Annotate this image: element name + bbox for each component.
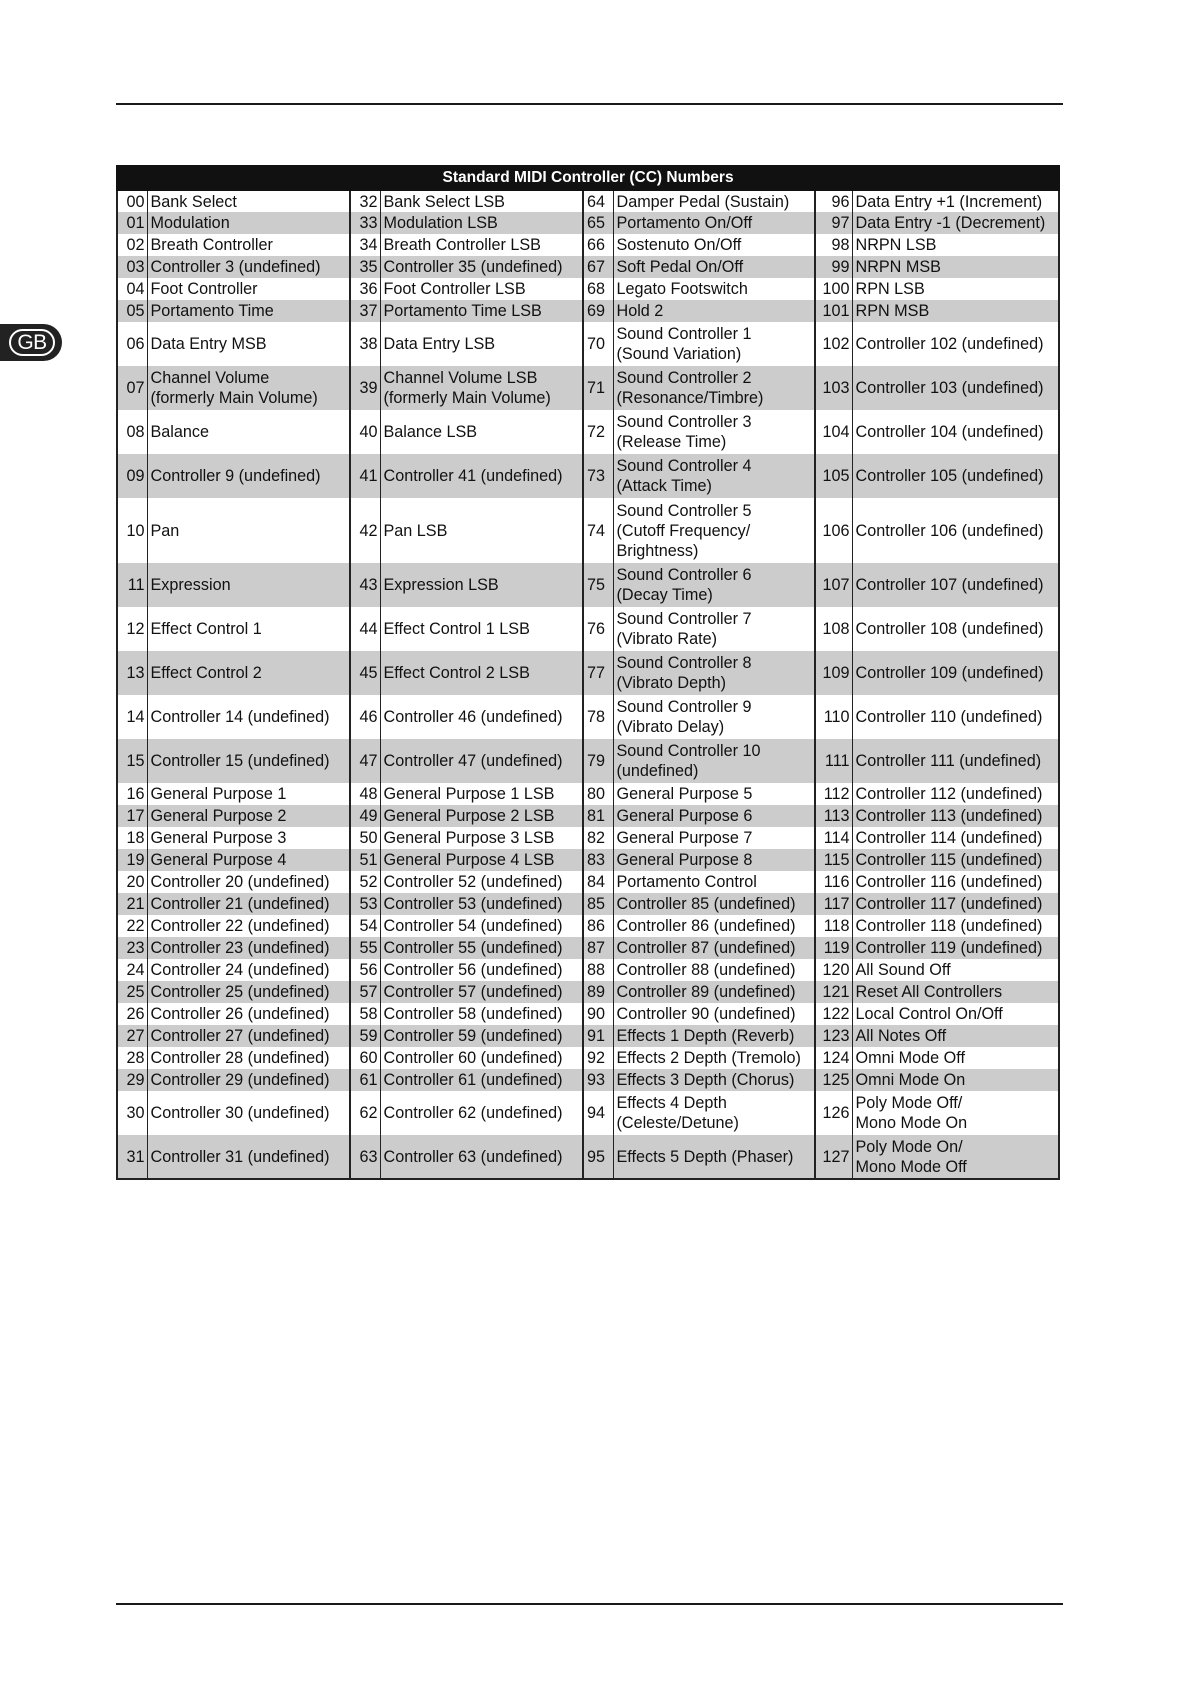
- cc-number: 88: [583, 959, 613, 981]
- cc-function: Controller 118 (undefined): [852, 915, 1059, 937]
- cc-function: Controller 41 (undefined): [380, 454, 583, 498]
- cc-function: Controller 58 (undefined): [380, 1003, 583, 1025]
- cc-number: 48: [350, 783, 380, 805]
- table-row: [117, 695, 1059, 739]
- cc-number: 40: [350, 410, 380, 454]
- cc-number: 72: [583, 410, 613, 454]
- cc-function: Bank Select LSB: [380, 190, 583, 212]
- cc-number: 123: [815, 1025, 852, 1047]
- cc-number: 20: [117, 871, 147, 893]
- cc-number: 127: [815, 1135, 852, 1179]
- cc-function: Omni Mode Off: [852, 1047, 1059, 1069]
- cc-function: Controller 15 (undefined): [147, 739, 350, 783]
- cc-number: 105: [815, 454, 852, 498]
- cc-function: Controller 109 (undefined): [852, 651, 1059, 695]
- cc-number: 06: [117, 322, 147, 366]
- cc-function: Controller 22 (undefined): [147, 915, 350, 937]
- cc-number: 52: [350, 871, 380, 893]
- table-body: [117, 190, 1059, 1179]
- cc-function: Legato Footswitch: [613, 278, 815, 300]
- cc-number: 107: [815, 563, 852, 607]
- footer-rule: [116, 1603, 1063, 1605]
- cc-function: Controller 62 (undefined): [380, 1091, 583, 1135]
- table-row: [117, 366, 1059, 410]
- language-tab: [0, 324, 62, 361]
- cc-function: Controller 106 (undefined): [852, 498, 1059, 563]
- cc-function: Controller 107 (undefined): [852, 563, 1059, 607]
- cc-number: 37: [350, 300, 380, 322]
- cc-number: 87: [583, 937, 613, 959]
- cc-number: 64: [583, 190, 613, 212]
- cc-function: Controller 110 (undefined): [852, 695, 1059, 739]
- cc-function: Controller 119 (undefined): [852, 937, 1059, 959]
- table-row: [117, 607, 1059, 651]
- table-row: [117, 827, 1059, 849]
- cc-number: 103: [815, 366, 852, 410]
- table-row: [117, 278, 1059, 300]
- cc-function: Balance LSB: [380, 410, 583, 454]
- cc-function: Controller 25 (undefined): [147, 981, 350, 1003]
- cc-number: 93: [583, 1069, 613, 1091]
- cc-number: 46: [350, 695, 380, 739]
- cc-number: 10: [117, 498, 147, 563]
- table-row: [117, 256, 1059, 278]
- cc-number: 35: [350, 256, 380, 278]
- cc-number: 45: [350, 651, 380, 695]
- cc-number: 33: [350, 212, 380, 234]
- cc-number: 92: [583, 1047, 613, 1069]
- cc-number: 42: [350, 498, 380, 563]
- cc-number: 55: [350, 937, 380, 959]
- cc-function: Effect Control 2: [147, 651, 350, 695]
- cc-number: 78: [583, 695, 613, 739]
- cc-function: Controller 29 (undefined): [147, 1069, 350, 1091]
- language-tab-label: GB: [9, 329, 55, 356]
- cc-number: 29: [117, 1069, 147, 1091]
- cc-number: 34: [350, 234, 380, 256]
- cc-number: 30: [117, 1091, 147, 1135]
- cc-function: Controller 117 (undefined): [852, 893, 1059, 915]
- table-row: [117, 805, 1059, 827]
- cc-number: 61: [350, 1069, 380, 1091]
- table-title: Standard MIDI Controller (CC) Numbers: [117, 166, 1059, 190]
- cc-function: Bank Select: [147, 190, 350, 212]
- cc-function: Hold 2: [613, 300, 815, 322]
- cc-number: 36: [350, 278, 380, 300]
- cc-number: 75: [583, 563, 613, 607]
- cc-function: Foot Controller LSB: [380, 278, 583, 300]
- table-row: [117, 915, 1059, 937]
- cc-function: Expression LSB: [380, 563, 583, 607]
- table-row: [117, 190, 1059, 212]
- cc-function: Controller 46 (undefined): [380, 695, 583, 739]
- cc-function: Controller 55 (undefined): [380, 937, 583, 959]
- table-row: [117, 1069, 1059, 1091]
- cc-function: Modulation LSB: [380, 212, 583, 234]
- cc-function: Data Entry LSB: [380, 322, 583, 366]
- cc-function: Controller 26 (undefined): [147, 1003, 350, 1025]
- cc-function: Controller 115 (undefined): [852, 849, 1059, 871]
- cc-number: 50: [350, 827, 380, 849]
- cc-number: 49: [350, 805, 380, 827]
- cc-function: General Purpose 8: [613, 849, 815, 871]
- cc-number: 118: [815, 915, 852, 937]
- cc-function: Controller 90 (undefined): [613, 1003, 815, 1025]
- cc-number: 111: [815, 739, 852, 783]
- cc-function: Controller 102 (undefined): [852, 322, 1059, 366]
- cc-function: General Purpose 3 LSB: [380, 827, 583, 849]
- cc-number: 47: [350, 739, 380, 783]
- cc-function: RPN LSB: [852, 278, 1059, 300]
- cc-function: Controller 31 (undefined): [147, 1135, 350, 1179]
- cc-function: Modulation: [147, 212, 350, 234]
- cc-number: 03: [117, 256, 147, 278]
- cc-number: 26: [117, 1003, 147, 1025]
- cc-number: 60: [350, 1047, 380, 1069]
- table-header-row: [117, 166, 1059, 190]
- cc-number: 18: [117, 827, 147, 849]
- cc-function: Sound Controller 5 (Cutoff Frequency/ Brightness): [613, 498, 815, 563]
- cc-function: Controller 35 (undefined): [380, 256, 583, 278]
- cc-number: 41: [350, 454, 380, 498]
- cc-number: 98: [815, 234, 852, 256]
- cc-number: 19: [117, 849, 147, 871]
- cc-function: Data Entry +1 (Increment): [852, 190, 1059, 212]
- cc-number: 51: [350, 849, 380, 871]
- cc-function: General Purpose 7: [613, 827, 815, 849]
- cc-number: 04: [117, 278, 147, 300]
- cc-function: Sound Controller 3 (Release Time): [613, 410, 815, 454]
- cc-number: 32: [350, 190, 380, 212]
- cc-function: Sound Controller 6 (Decay Time): [613, 563, 815, 607]
- cc-number: 53: [350, 893, 380, 915]
- cc-number: 86: [583, 915, 613, 937]
- cc-function: Effect Control 1 LSB: [380, 607, 583, 651]
- table-row: [117, 498, 1059, 563]
- cc-function: Controller 105 (undefined): [852, 454, 1059, 498]
- cc-function: Sound Controller 4 (Attack Time): [613, 454, 815, 498]
- cc-function: Effects 1 Depth (Reverb): [613, 1025, 815, 1047]
- cc-number: 83: [583, 849, 613, 871]
- cc-number: 38: [350, 322, 380, 366]
- cc-function: Controller 88 (undefined): [613, 959, 815, 981]
- cc-function: Controller 104 (undefined): [852, 410, 1059, 454]
- cc-number: 115: [815, 849, 852, 871]
- cc-function: General Purpose 6: [613, 805, 815, 827]
- cc-number: 79: [583, 739, 613, 783]
- cc-function: Controller 113 (undefined): [852, 805, 1059, 827]
- cc-function: Controller 85 (undefined): [613, 893, 815, 915]
- cc-number: 13: [117, 651, 147, 695]
- cc-number: 90: [583, 1003, 613, 1025]
- cc-number: 25: [117, 981, 147, 1003]
- cc-function: Controller 61 (undefined): [380, 1069, 583, 1091]
- cc-function: Controller 86 (undefined): [613, 915, 815, 937]
- table-row: [117, 651, 1059, 695]
- cc-number: 126: [815, 1091, 852, 1135]
- table-row: [117, 849, 1059, 871]
- cc-number: 77: [583, 651, 613, 695]
- cc-number: 05: [117, 300, 147, 322]
- cc-number: 73: [583, 454, 613, 498]
- cc-number: 85: [583, 893, 613, 915]
- cc-function: Controller 57 (undefined): [380, 981, 583, 1003]
- cc-function: Controller 114 (undefined): [852, 827, 1059, 849]
- cc-number: 22: [117, 915, 147, 937]
- cc-number: 102: [815, 322, 852, 366]
- cc-function: Pan LSB: [380, 498, 583, 563]
- cc-number: 119: [815, 937, 852, 959]
- cc-function: Channel Volume (formerly Main Volume): [147, 366, 350, 410]
- cc-function: Sound Controller 1 (Sound Variation): [613, 322, 815, 366]
- cc-function: General Purpose 2 LSB: [380, 805, 583, 827]
- cc-number: 112: [815, 783, 852, 805]
- cc-number: 63: [350, 1135, 380, 1179]
- cc-function: Controller 28 (undefined): [147, 1047, 350, 1069]
- cc-function: Poly Mode Off/ Mono Mode On: [852, 1091, 1059, 1135]
- cc-function: NRPN MSB: [852, 256, 1059, 278]
- cc-function: Controller 14 (undefined): [147, 695, 350, 739]
- cc-function: General Purpose 3: [147, 827, 350, 849]
- cc-function: Data Entry MSB: [147, 322, 350, 366]
- cc-function: Controller 24 (undefined): [147, 959, 350, 981]
- cc-number: 62: [350, 1091, 380, 1135]
- cc-number: 109: [815, 651, 852, 695]
- cc-function: General Purpose 2: [147, 805, 350, 827]
- cc-function: General Purpose 4 LSB: [380, 849, 583, 871]
- cc-number: 99: [815, 256, 852, 278]
- cc-number: 71: [583, 366, 613, 410]
- cc-function: Controller 23 (undefined): [147, 937, 350, 959]
- cc-function: Sound Controller 9 (Vibrato Delay): [613, 695, 815, 739]
- cc-number: 120: [815, 959, 852, 981]
- cc-function: Poly Mode On/ Mono Mode Off: [852, 1135, 1059, 1179]
- table-row: [117, 783, 1059, 805]
- cc-function: Portamento Time LSB: [380, 300, 583, 322]
- cc-number: 02: [117, 234, 147, 256]
- cc-number: 110: [815, 695, 852, 739]
- cc-function: Effects 3 Depth (Chorus): [613, 1069, 815, 1091]
- cc-number: 101: [815, 300, 852, 322]
- cc-number: 66: [583, 234, 613, 256]
- cc-number: 28: [117, 1047, 147, 1069]
- table-row: [117, 563, 1059, 607]
- cc-function: Breath Controller: [147, 234, 350, 256]
- cc-number: 11: [117, 563, 147, 607]
- cc-number: 125: [815, 1069, 852, 1091]
- cc-number: 108: [815, 607, 852, 651]
- cc-function: All Sound Off: [852, 959, 1059, 981]
- cc-function: Portamento On/Off: [613, 212, 815, 234]
- cc-number: 65: [583, 212, 613, 234]
- cc-function: Pan: [147, 498, 350, 563]
- cc-number: 76: [583, 607, 613, 651]
- cc-number: 104: [815, 410, 852, 454]
- cc-function: Controller 60 (undefined): [380, 1047, 583, 1069]
- table-row: [117, 454, 1059, 498]
- cc-number: 97: [815, 212, 852, 234]
- cc-function: General Purpose 1 LSB: [380, 783, 583, 805]
- cc-number: 69: [583, 300, 613, 322]
- cc-number: 122: [815, 1003, 852, 1025]
- table-row: [117, 959, 1059, 981]
- cc-number: 24: [117, 959, 147, 981]
- cc-number: 70: [583, 322, 613, 366]
- cc-number: 100: [815, 278, 852, 300]
- cc-number: 67: [583, 256, 613, 278]
- cc-number: 08: [117, 410, 147, 454]
- cc-function: Controller 59 (undefined): [380, 1025, 583, 1047]
- cc-function: Foot Controller: [147, 278, 350, 300]
- cc-function: Local Control On/Off: [852, 1003, 1059, 1025]
- cc-function: Damper Pedal (Sustain): [613, 190, 815, 212]
- cc-function: Controller 112 (undefined): [852, 783, 1059, 805]
- cc-number: 54: [350, 915, 380, 937]
- cc-number: 21: [117, 893, 147, 915]
- cc-function: General Purpose 1: [147, 783, 350, 805]
- cc-number: 31: [117, 1135, 147, 1179]
- cc-function: Controller 63 (undefined): [380, 1135, 583, 1179]
- table-row: [117, 981, 1059, 1003]
- cc-function: RPN MSB: [852, 300, 1059, 322]
- cc-function: Sostenuto On/Off: [613, 234, 815, 256]
- cc-number: 74: [583, 498, 613, 563]
- cc-number: 121: [815, 981, 852, 1003]
- cc-function: General Purpose 4: [147, 849, 350, 871]
- cc-number: 12: [117, 607, 147, 651]
- cc-function: Effects 2 Depth (Tremolo): [613, 1047, 815, 1069]
- table-row: [117, 234, 1059, 256]
- cc-number: 44: [350, 607, 380, 651]
- cc-number: 58: [350, 1003, 380, 1025]
- cc-number: 56: [350, 959, 380, 981]
- cc-number: 80: [583, 783, 613, 805]
- cc-function: Controller 103 (undefined): [852, 366, 1059, 410]
- cc-function: Sound Controller 10 (undefined): [613, 739, 815, 783]
- cc-number: 17: [117, 805, 147, 827]
- cc-number: 23: [117, 937, 147, 959]
- cc-function: Effect Control 2 LSB: [380, 651, 583, 695]
- cc-number: 94: [583, 1091, 613, 1135]
- table-row: [117, 739, 1059, 783]
- cc-function: Controller 27 (undefined): [147, 1025, 350, 1047]
- cc-function: Controller 87 (undefined): [613, 937, 815, 959]
- cc-function: Portamento Control: [613, 871, 815, 893]
- cc-function: Controller 56 (undefined): [380, 959, 583, 981]
- cc-number: 91: [583, 1025, 613, 1047]
- cc-number: 09: [117, 454, 147, 498]
- table-row: [117, 410, 1059, 454]
- cc-number: 01: [117, 212, 147, 234]
- table-row: [117, 1047, 1059, 1069]
- cc-number: 117: [815, 893, 852, 915]
- cc-number: 14: [117, 695, 147, 739]
- cc-number: 27: [117, 1025, 147, 1047]
- cc-function: All Notes Off: [852, 1025, 1059, 1047]
- cc-number: 113: [815, 805, 852, 827]
- cc-function: Channel Volume LSB (formerly Main Volume): [380, 366, 583, 410]
- cc-number: 39: [350, 366, 380, 410]
- cc-function: Controller 52 (undefined): [380, 871, 583, 893]
- cc-number: 00: [117, 190, 147, 212]
- cc-function: Controller 47 (undefined): [380, 739, 583, 783]
- table-row: [117, 937, 1059, 959]
- cc-function: Controller 54 (undefined): [380, 915, 583, 937]
- table-row: [117, 322, 1059, 366]
- cc-number: 116: [815, 871, 852, 893]
- cc-function: Sound Controller 8 (Vibrato Depth): [613, 651, 815, 695]
- cc-function: Reset All Controllers: [852, 981, 1059, 1003]
- cc-function: Controller 111 (undefined): [852, 739, 1059, 783]
- cc-number: 15: [117, 739, 147, 783]
- cc-function: Controller 53 (undefined): [380, 893, 583, 915]
- cc-function: Controller 20 (undefined): [147, 871, 350, 893]
- cc-function: Controller 30 (undefined): [147, 1091, 350, 1135]
- cc-function: Controller 21 (undefined): [147, 893, 350, 915]
- cc-function: Controller 9 (undefined): [147, 454, 350, 498]
- cc-number: 43: [350, 563, 380, 607]
- cc-number: 59: [350, 1025, 380, 1047]
- cc-function: Effects 4 Depth (Celeste/Detune): [613, 1091, 815, 1135]
- cc-function: NRPN LSB: [852, 234, 1059, 256]
- cc-number: 81: [583, 805, 613, 827]
- cc-function: Expression: [147, 563, 350, 607]
- cc-number: 89: [583, 981, 613, 1003]
- table-row: [117, 1025, 1059, 1047]
- table-row: [117, 1135, 1059, 1179]
- table-row: [117, 300, 1059, 322]
- cc-function: Portamento Time: [147, 300, 350, 322]
- cc-number: 68: [583, 278, 613, 300]
- cc-function: General Purpose 5: [613, 783, 815, 805]
- cc-number: 07: [117, 366, 147, 410]
- cc-number: 95: [583, 1135, 613, 1179]
- table-row: [117, 871, 1059, 893]
- cc-function: Controller 108 (undefined): [852, 607, 1059, 651]
- header-rule: [116, 103, 1063, 105]
- cc-number: 57: [350, 981, 380, 1003]
- cc-number: 106: [815, 498, 852, 563]
- table-row: [117, 893, 1059, 915]
- cc-function: Sound Controller 2 (Resonance/Timbre): [613, 366, 815, 410]
- midi-cc-table: [116, 165, 1060, 1180]
- cc-function: Controller 116 (undefined): [852, 871, 1059, 893]
- cc-number: 96: [815, 190, 852, 212]
- table-row: [117, 1091, 1059, 1135]
- cc-function: Effect Control 1: [147, 607, 350, 651]
- cc-number: 124: [815, 1047, 852, 1069]
- cc-number: 82: [583, 827, 613, 849]
- cc-function: Breath Controller LSB: [380, 234, 583, 256]
- cc-number: 84: [583, 871, 613, 893]
- cc-number: 114: [815, 827, 852, 849]
- table-row: [117, 212, 1059, 234]
- cc-function: Controller 89 (undefined): [613, 981, 815, 1003]
- cc-function: Balance: [147, 410, 350, 454]
- cc-function: Data Entry -1 (Decrement): [852, 212, 1059, 234]
- cc-function: Omni Mode On: [852, 1069, 1059, 1091]
- table-row: [117, 1003, 1059, 1025]
- cc-function: Sound Controller 7 (Vibrato Rate): [613, 607, 815, 651]
- cc-function: Controller 3 (undefined): [147, 256, 350, 278]
- cc-number: 16: [117, 783, 147, 805]
- cc-function: Effects 5 Depth (Phaser): [613, 1135, 815, 1179]
- cc-function: Soft Pedal On/Off: [613, 256, 815, 278]
